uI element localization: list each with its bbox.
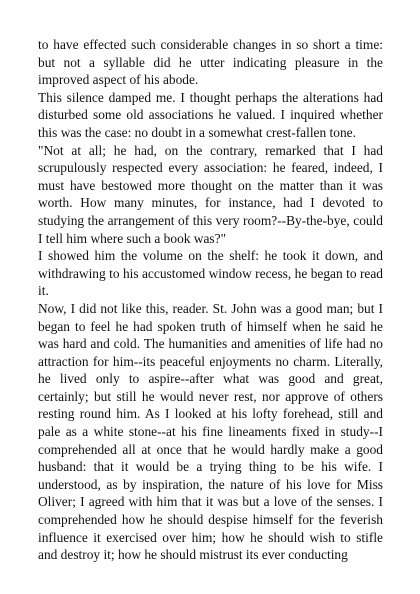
paragraph-reflection: Now, I did not like this, reader. St. John was a good man; but I began to feel he had spoken truth of himself when he said he was hard and cold. The humanities and amenities of life had no attraction for him--its peaceful enjoyments no charm. Literally, he lived only to aspire--after what was good and great, certainly; but still he would never rest, nor approve of others resting round him. As I looked at his lofty forehead, still and pale as a white stone--at his fine lineaments fixed in study--I comprehended all at once that he would hardly make a good husband: that it would be a trying thing to be his wife. I understood, as by inspiration, the nature of his love for Miss Oliver; I agreed with him that it was but a love of the senses. I comprehended how he should despise himself for the feverish influence it exercised over him; how he should wish to stifle and destroy it; how he should mistrust its ever conducting (38, 300, 383, 563)
paragraph-reply: "Not at all; he had, on the contrary, remarked that I had scrupulously respected every association: he feared, indeed, I must have bestowed more thought on the matter than it was worth. How many minutes, for instance, had I devoted to studying the arrangement of this very room?--By-the-bye, could I tell him where such a book was?" (38, 142, 383, 246)
paragraph-silence: This silence damped me. I thought perhaps the alterations had disturbed some old associations he valued. I inquired whether this was the case: no doubt in a somewhat crest-fallen tone. (38, 89, 383, 140)
paragraph-continuation: to have effected such considerable changes in so short a time: but not a syllable did he utter indicating pleasure in the improved aspect of his abode. (38, 37, 383, 88)
paragraph-volume: I showed him the volume on the shelf: he took it down, and withdrawing to his accustomed window recess, he began to read it. (38, 248, 383, 299)
book-page (38, 36, 383, 564)
